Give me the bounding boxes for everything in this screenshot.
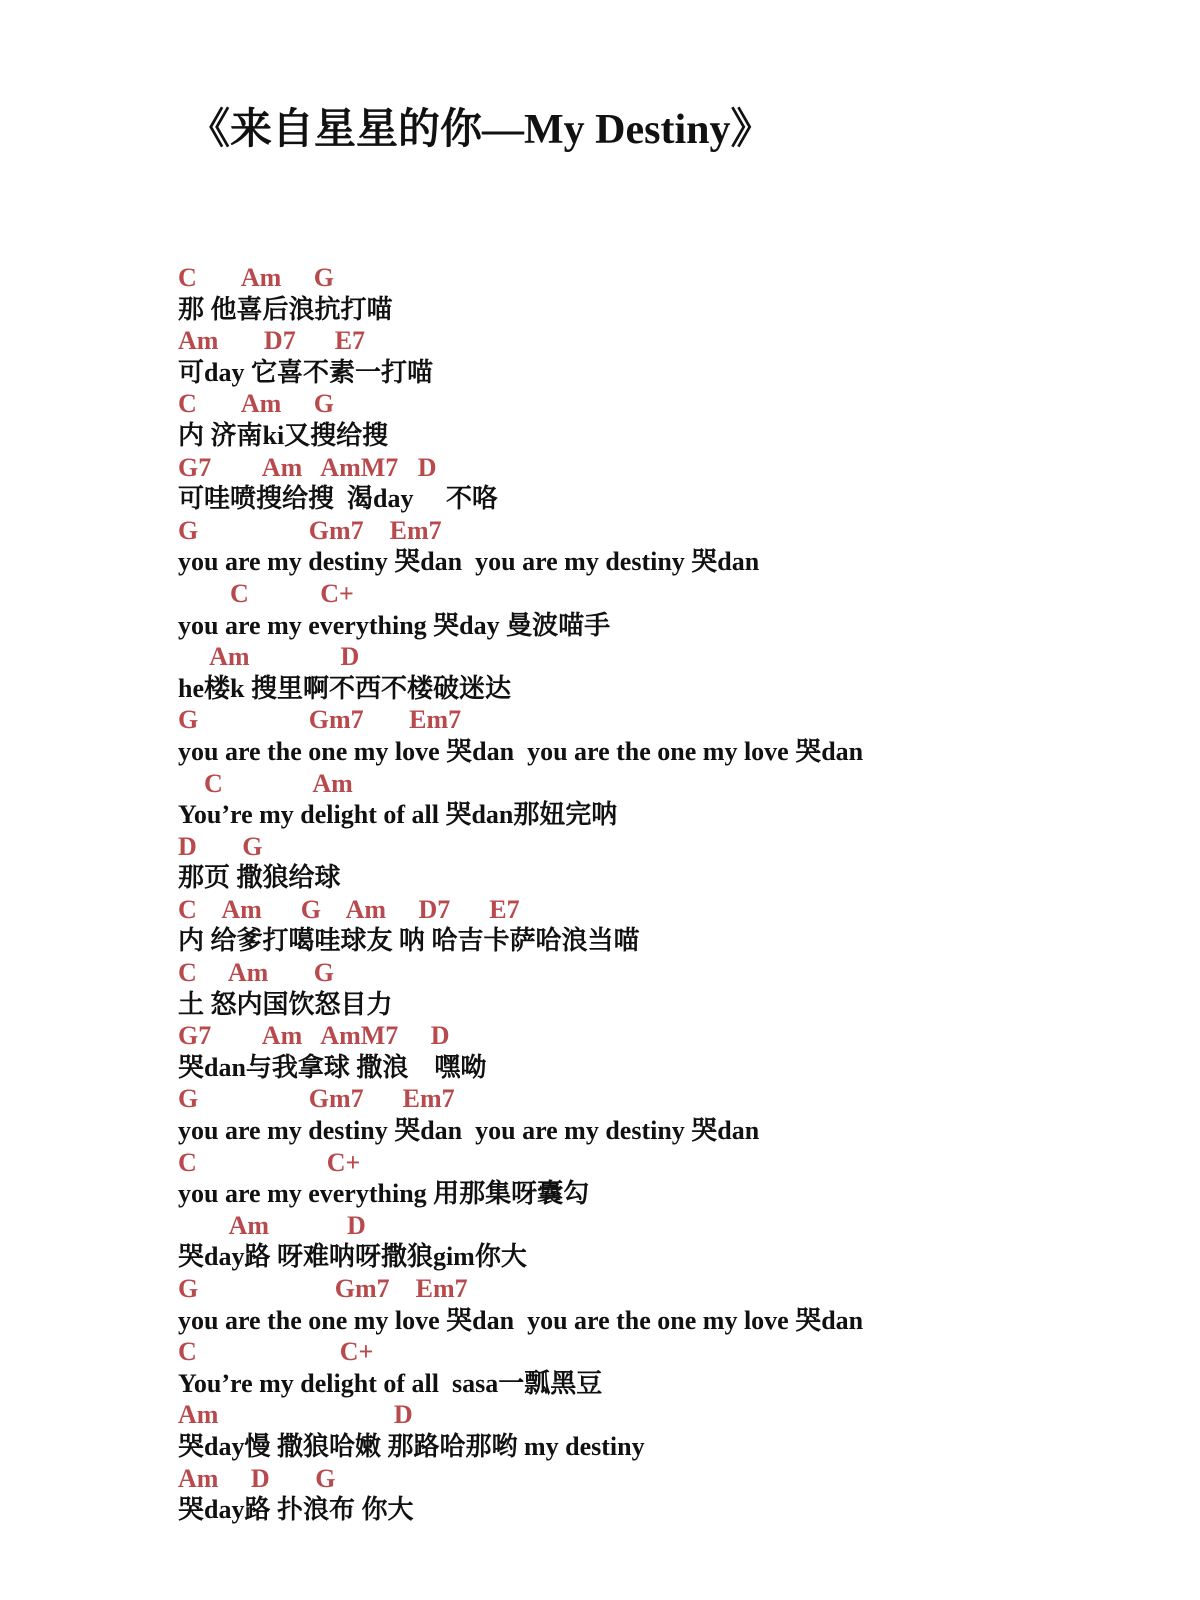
song-title: 《来自星星的你—My Destiny》 [188,107,773,153]
lyric-line: 土 怒内国饮怒目力 [178,989,393,1019]
chord-line: Am D G [178,1463,336,1493]
chord-line: Am D [178,642,360,672]
chord-line: Am D7 E7 [178,326,366,356]
lyric-line: 哭day慢 撒狼哈嫩 那路哈那哟 my destiny [178,1431,645,1461]
chord-line: C Am G [178,389,334,419]
chord-line: C Am [178,768,353,798]
lyric-line: You’re my delight of all sasa一瓢黑豆 [178,1368,603,1398]
lyric-line: 哭day路 呀难呐呀撒狼gim你大 [178,1242,527,1272]
chord-line: G Gm7 Em7 [178,1084,455,1114]
chord-line: D G [178,831,263,861]
lyric-line: 哭day路 扑浪布 你大 [178,1495,414,1525]
chord-sheet [178,262,1178,1526]
chord-line: G7 Am AmM7 D [178,1021,450,1051]
lyric-line: 可day 它喜不素一打喵 [178,357,433,387]
lyric-line: you are the one my love 哭dan you are the one my love 哭dan [178,1305,864,1335]
lyric-line: You’re my delight of all 哭dan那妞完呐 [178,800,618,830]
lyric-line: 哭dan与我拿球 撒浪 嘿呦 [178,1052,487,1082]
chord-line: C C+ [178,1337,374,1367]
chord-line: Am D [178,1400,413,1430]
lyric-line: 那 他喜后浪抗打喵 [178,294,393,324]
chord-line: C Am G Am D7 E7 [178,894,520,924]
chord-line: Am D [178,1210,366,1240]
lyric-line: you are my everything 哭day 曼波喵手 [178,610,611,640]
chord-line: C C+ [178,1147,361,1177]
lyric-line: 内 济南ki又搜给搜 [178,420,389,450]
chord-line: G7 Am AmM7 D [178,452,437,482]
lyric-line: you are my destiny 哭dan you are my destiny 哭dan [178,547,760,577]
chord-line: C C+ [178,578,354,608]
chord-line: C Am G [178,263,334,292]
chord-line: G Gm7 Em7 [178,705,462,735]
chord-line: G Gm7 Em7 [178,515,442,545]
lyric-line: 可哇喷搜给搜 渴day 不咯 [178,484,498,514]
chord-line: G Gm7 Em7 [178,1274,468,1303]
lyric-line: 那页 撒狼给球 [178,863,341,893]
lyric-line: he楼k 搜里啊不西不楼破迷达 [178,673,511,703]
lyric-line: you are the one my love 哭dan you are the one my love 哭dan [178,736,864,766]
chord-line: C Am G [178,958,334,988]
lyric-line: 内 给爹打噶哇球友 呐 哈吉卡萨哈浪当喵 [178,926,640,956]
lyric-line: you are my everything 用那集呀囊勾 [178,1179,590,1209]
lyric-line: you are my destiny 哭dan you are my destiny 哭dan [178,1116,760,1146]
